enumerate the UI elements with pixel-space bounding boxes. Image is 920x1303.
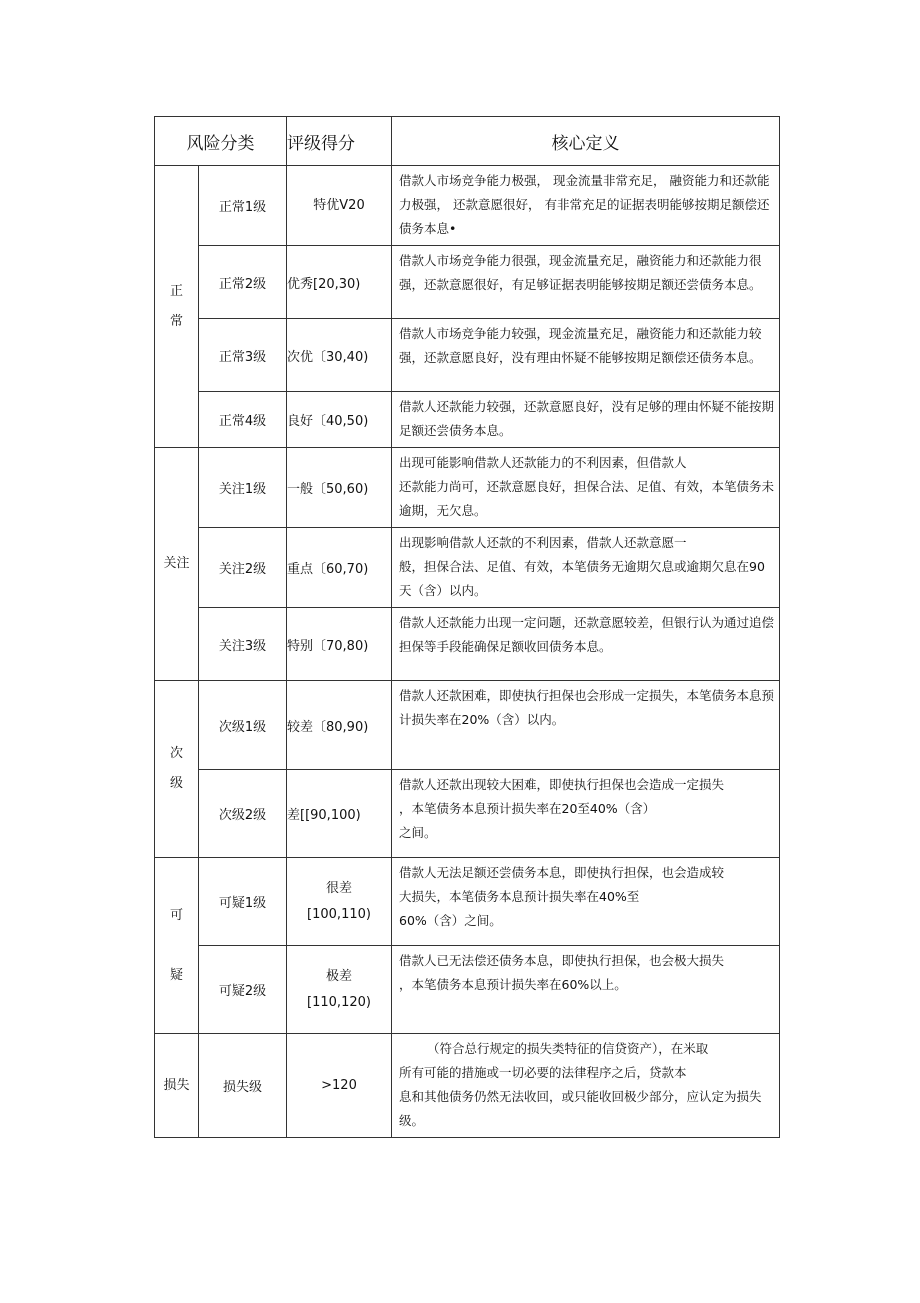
definition-cell: 借款人还款困难，即使执行担保也会形成一定损失，本笔债务本息预计损失率在20%（含）以内。 [392,681,780,770]
score-cell: 一般〔50,60) [287,448,392,528]
level-cell: 正常3级 [199,319,287,392]
score-cell: 优秀[20,30) [287,246,392,319]
definition-line: 般，担保合法、足值、有效，本笔债务无逾期欠息或逾期欠息在90天（含）以内。 [399,559,765,598]
table-row [155,681,780,770]
score-label: 极差 [325,968,352,984]
definition-cell: 借款人还款能力出现一定问题，还款意愿较差，但银行认为通过追偿担保等手段能确保足额收回债务本息。 [392,608,780,681]
score-cell: 良好〔40,50) [287,392,392,448]
level-cell: 损失级 [199,1034,287,1138]
header-score: 评级得分 [287,117,392,166]
score-cell [287,946,392,1034]
definition-cell: 借款人市场竞争能力较强，现金流量充足，融资能力和还款能力较强，还款意愿良好，没有理由怀疑不能够按期足额偿还债务本息。 [392,319,780,392]
score-cell: 次优〔30,40) [287,319,392,392]
category-label: 次级 [169,746,183,791]
score-cell: 差[[90,100) [287,770,392,858]
table-row [155,858,780,946]
table-row [155,448,780,528]
score-cell: >120 [287,1034,392,1138]
definition-cell [392,946,780,1034]
table-row [155,319,780,392]
score-cell: 特别〔70,80) [287,608,392,681]
score-range: [100,110) [307,906,371,922]
level-cell: 关注1级 [199,448,287,528]
category-label: 正常 [169,283,183,329]
table-row [155,608,780,681]
table-row [155,770,780,858]
definition-line: 还款能力尚可，还款意愿良好，担保合法、足值、有效，本笔债务未逾期，无欠息。 [399,479,775,518]
score-label: 很差 [325,880,352,896]
category-substandard [155,681,199,858]
definition-line: 出现影响借款人还款的不利因素，借款人还款意愿一 [399,535,687,550]
table-row [155,392,780,448]
category-attention: 关注 [155,448,199,681]
score-cell: 重点〔60,70) [287,528,392,608]
level-cell: 正常4级 [199,392,287,448]
definition-line: 大损失，本笔债务本息预计损失率在40%至 [399,889,640,904]
definition-cell [392,1034,780,1138]
score-cell: 较差〔80,90) [287,681,392,770]
level-cell: 关注2级 [199,528,287,608]
definition-line: （符合总行规定的损失类特征的信贷资产），在米取 [427,1041,709,1056]
definition-line: 出现可能影响借款人还款能力的不利因素，但借款人 [399,455,687,470]
definition-line: 60%（含）之间。 [399,913,502,928]
level-cell: 正常2级 [199,246,287,319]
table-row [155,1034,780,1138]
definition-cell [392,858,780,946]
header-row [155,117,780,166]
header-definition: 核心定义 [392,117,780,166]
score-cell [287,858,392,946]
definition-cell [392,528,780,608]
definition-cell: 借款人还款能力较强，还款意愿良好，没有足够的理由怀疑不能按期足额还尝债务本息。 [392,392,780,448]
level-cell: 次级1级 [199,681,287,770]
table-row [155,946,780,1034]
definition-line: 借款人无法足额还尝债务本息，即使执行担保，也会造成较 [399,865,725,880]
score-range: [110,120) [307,994,371,1010]
header-category: 风险分类 [155,117,287,166]
definition-line: ，本笔债务本息预计损失率在60%以上。 [399,977,627,992]
definition-line: 借款人已无法偿还债务本息，即使执行担保，也会极大损失 [399,953,725,968]
level-cell: 可疑2级 [199,946,287,1034]
category-label: 可疑 [169,907,183,983]
table-row [155,166,780,246]
definition-cell [392,448,780,528]
definition-cell: 借款人市场竞争能力极强， 现金流量非常充足， 融资能力和还款能力极强， 还款意愿很好， 有非常充足的证据表明能够按期足额偿还债务本息• [392,166,780,246]
level-cell: 可疑1级 [199,858,287,946]
category-doubtful [155,858,199,1034]
risk-classification-table [154,116,780,1138]
level-cell: 次级2级 [199,770,287,858]
definition-line: ，本笔债务本息预计损失率在20至40%（含） [399,801,656,816]
definition-line: 所有可能的措施或一切必要的法律程序之后，贷款本 [399,1065,687,1080]
definition-line: 借款人还款出现较大困难，即使执行担保也会造成一定损失 [399,777,725,792]
table-row [155,528,780,608]
definition-cell: 借款人市场竞争能力很强，现金流量充足，融资能力和还款能力很强，还款意愿很好，有足够证据表明能够按期足额还尝债务本息。 [392,246,780,319]
level-cell: 关注3级 [199,608,287,681]
definition-line: 之间。 [399,825,437,840]
table-row [155,246,780,319]
level-cell: 正常1级 [199,166,287,246]
category-loss: 损失 [155,1034,199,1138]
score-cell: 特优V20 [287,166,392,246]
category-normal [155,166,199,448]
definition-line: 息和其他债务仍然无法收回，或只能收回极少部分，应认定为损失级。 [399,1089,762,1128]
definition-cell [392,770,780,858]
